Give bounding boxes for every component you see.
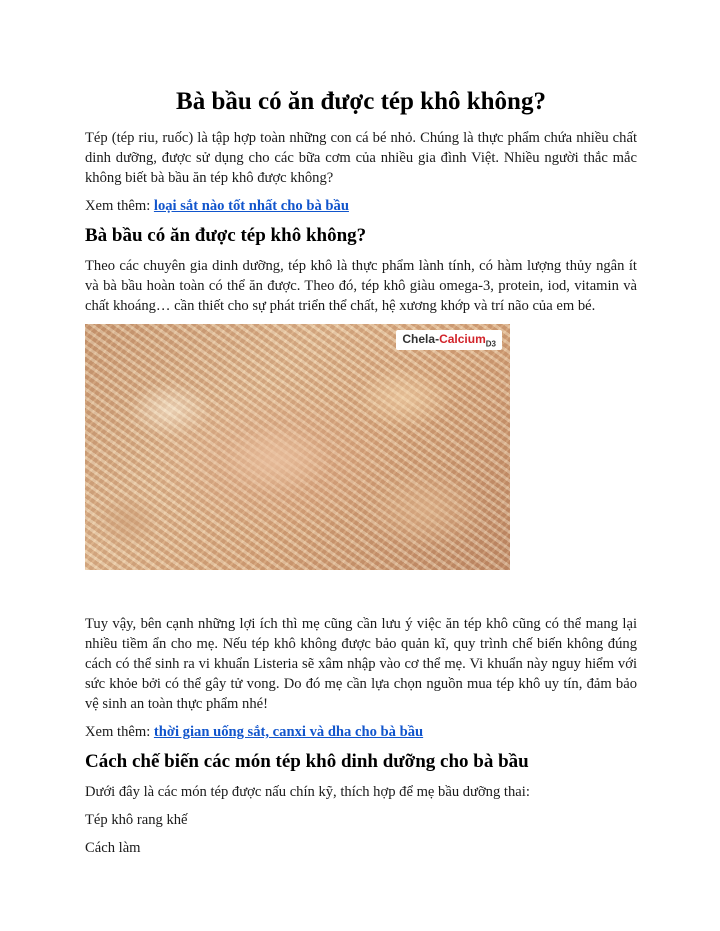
intro-paragraph: Tép (tép riu, ruốc) là tập hợp toàn những con cá bé nhỏ. Chúng là thực phẩm chứa nhiều chất dinh dưỡng, được sử dụng cho các bữa cơm của nhiều gia đình Việt. Nhiều người thắc mắc không biết bà bầu ăn tép khô được không? [85, 130, 637, 186]
document-page [85, 80, 637, 866]
see-more-prefix: Xem thêm: [85, 198, 154, 214]
chela-calcium-logo: Chela-Calcium$_{D3}$ [396, 330, 502, 350]
see-more-2 [85, 722, 637, 742]
hand-shape [145, 384, 405, 534]
page-title: Bà bầu có ăn được tép khô không? [176, 88, 546, 115]
recipe-method-label: Cách làm [85, 840, 141, 856]
section1-paragraph: Theo các chuyên gia dinh dưỡng, tép khô là thực phẩm lành tính, có hàm lượng thủy ngân ít và bà bầu hoàn toàn có thể ăn được. Theo đó, tép khô giàu omega-3, protein, iod, vitamin và chất khoáng… cần thiết cho sự phát triển thể chất, hệ xương khớp và trí não của em bé. [85, 258, 637, 314]
warning-paragraph: Tuy vậy, bên cạnh những lợi ích thì mẹ cũng cần lưu ý việc ăn tép khô cũng có thể mang lại nhiều tiềm ẩn cho mẹ. Nếu tép khô không được bảo quản kĩ, quy trình chế biến không đúng cách có thể sinh ra vi khuẩn Listeria sẽ xâm nhập vào cơ thể mẹ. Vi khuẩn này nguy hiểm với sức khỏe bởi có thể gây tử vong. Do đó mẹ cần lựa chọn nguồn mua tép khô uy tín, đảm bảo vệ sinh an toàn thực phẩm nhé! [85, 616, 637, 712]
section-heading-can-eat: Bà bầu có ăn được tép khô không? [85, 225, 367, 246]
section-heading-recipes: Cách chế biến các món tép khô dinh dưỡng cho bà bầu [85, 751, 529, 772]
dried-shrimp-photo [85, 324, 510, 570]
see-more-link-iron[interactable]: loại sắt nào tốt nhất cho bà bầu [153, 198, 349, 214]
see-more-prefix: Xem thêm: [85, 724, 154, 740]
recipe-title: Tép khô rang khế [85, 812, 188, 828]
section2-paragraph: Dưới đây là các món tép được nấu chín kỹ, thích hợp để mẹ bầu dưỡng thai: [85, 784, 530, 800]
see-more-link-timing[interactable]: thời gian uống sắt, canxi và dha cho bà bầu [153, 724, 424, 740]
see-more-1 [85, 196, 637, 216]
